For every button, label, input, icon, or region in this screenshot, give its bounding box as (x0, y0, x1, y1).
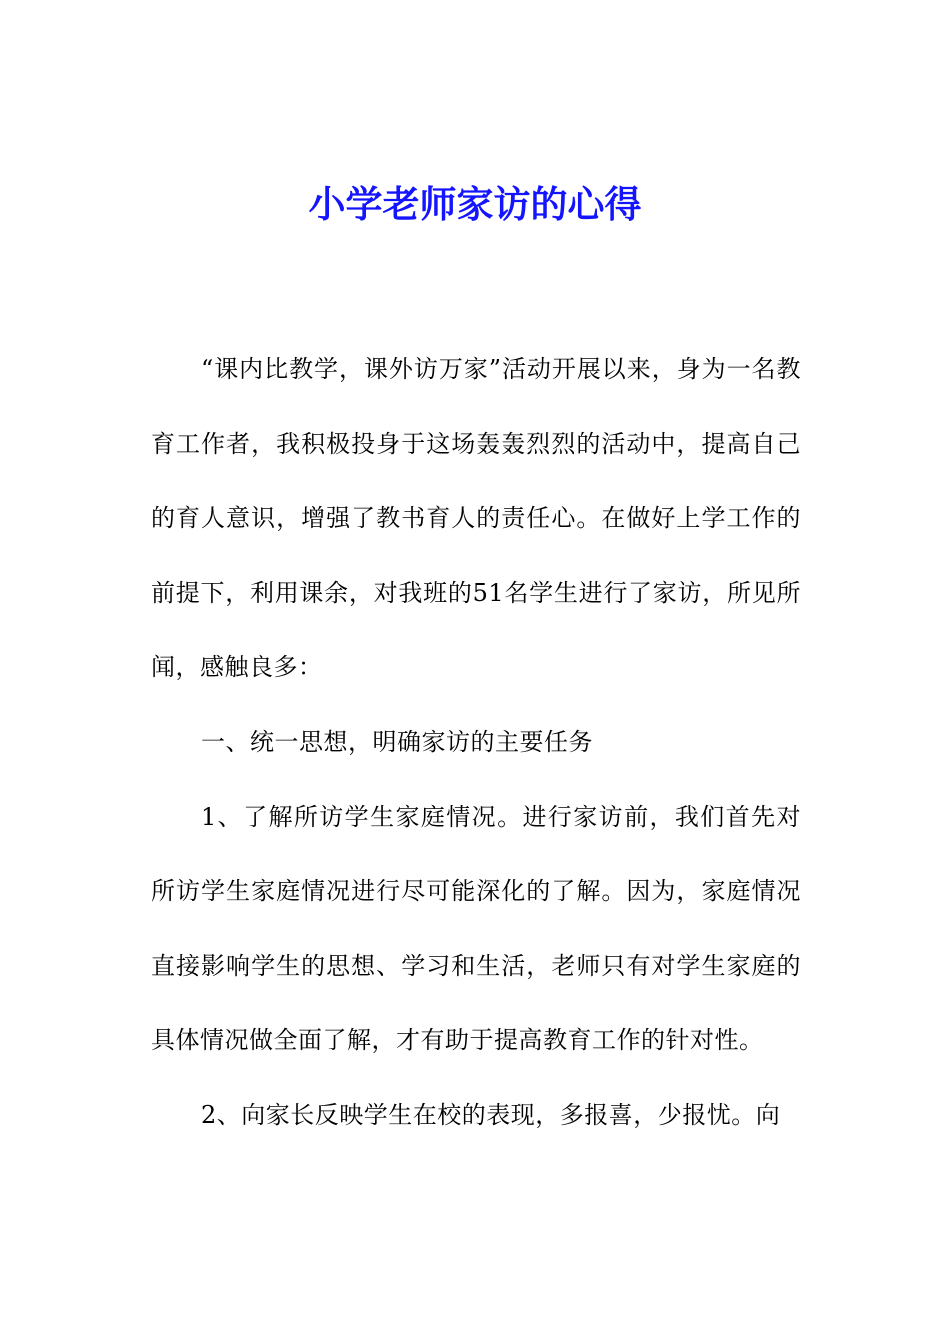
section-heading-1: 一、统一思想，明确家访的主要任务 (201, 727, 593, 756)
paragraph-point-1: 1、了解所访学生家庭情况。进行家访前，我们首先对所访学生家庭情况进行尽可能深化的了解。因为，家庭情况直接影响学生的思想、学习和生活，老师只有对学生家庭的具体情况做全面了解，才有助于提高教育工作的针对性。 (151, 802, 801, 1055)
paragraph-intro: “课内比教学，课外访万家”活动开展以来，身为一名教育工作者，我积极投身于这场轰轰烈烈的活动中，提高自己的育人意识，增强了教书育人的责任心。在做好上学工作的前提下，利用课余，对我班的51名学生进行了家访，所见所闻，感触良多： (151, 355, 801, 682)
paragraph-point-2: 2、向家长反映学生在校的表现，多报喜，少报忧。向 (201, 1100, 781, 1129)
document-title: 小学老师家访的心得 (308, 182, 642, 226)
document-body (151, 332, 801, 1153)
